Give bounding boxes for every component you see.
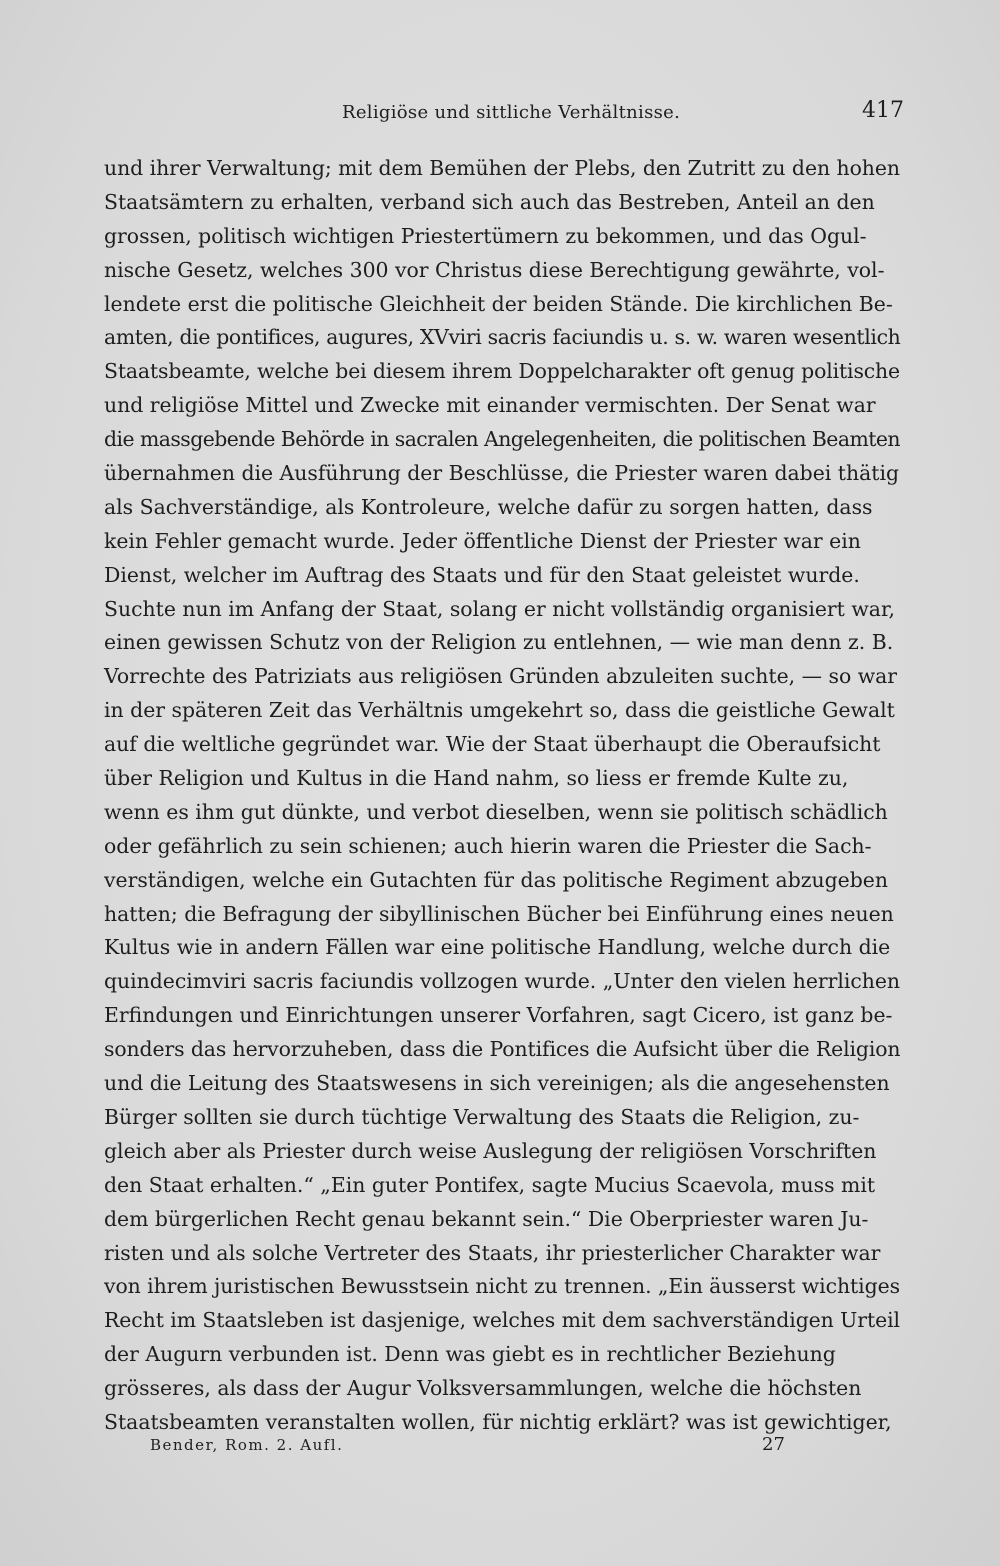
text-line: Suchte nun im Anfang der Staat, solang er nicht vollständig organisiert war,: [104, 596, 895, 621]
text-line: Recht im Staatsleben ist dasjenige, welches mit dem sachverständigen Urteil: [104, 1308, 900, 1333]
text-line: Dienst, welcher im Auftrag des Staats und für den Staat geleistet wurde.: [104, 562, 860, 587]
text-line: grösseres, als dass der Augur Volksversammlungen, welche die höchsten: [104, 1376, 862, 1401]
text-line: hatten; die Befragung der sibyllinischen Bücher bei Einführung eines neuen: [104, 901, 894, 926]
text-line: Staatsbeamten veranstalten wollen, für nichtig erklärt? was ist gewichtiger,: [104, 1409, 892, 1434]
printer-signature: Bender, Rom. 2. Aufl.: [150, 1436, 344, 1454]
text-line: in der späteren Zeit das Verhältnis umgekehrt so, dass die geistliche Gewalt: [104, 698, 895, 723]
body-text: [104, 152, 900, 1440]
text-line: der Augurn verbunden ist. Denn was giebt es in rechtlicher Beziehung: [104, 1342, 836, 1367]
text-line: Staatsbeamte, welche bei diesem ihrem Doppelcharakter oft genug politische: [104, 359, 900, 384]
page-number: 417: [862, 98, 904, 123]
text-line: oder gefährlich zu sein schienen; auch hierin waren die Priester die Sach-: [104, 833, 872, 858]
running-title: Religiöse und sittliche Verhältnisse.: [342, 102, 681, 123]
text-line: und die Leitung des Staatswesens in sich vereinigen; als die angesehensten: [104, 1071, 890, 1096]
text-line: die massgebende Behörde in sacralen Angelegenheiten, die politischen Beamten: [104, 427, 900, 452]
text-line: als Sachverständige, als Kontroleure, welche dafür zu sorgen hatten, dass: [104, 494, 873, 519]
text-line: Kultus wie in andern Fällen war eine politische Handlung, welche durch die: [104, 935, 891, 960]
text-line: wenn es ihm gut dünkte, und verbot dieselben, wenn sie politisch schädlich: [104, 799, 888, 824]
text-line: übernahmen die Ausführung der Beschlüsse, die Priester waren dabei thätig: [104, 461, 900, 486]
text-line: Vorrechte des Patriziats aus religiösen Gründen abzuleiten suchte, — so war: [104, 664, 898, 689]
text-line: Bürger sollten sie durch tüchtige Verwaltung des Staats die Religion, zu-: [104, 1104, 860, 1129]
text-line: über Religion und Kultus in die Hand nahm, so liess er fremde Kulte zu,: [104, 766, 849, 791]
text-line: gleich aber als Priester durch weise Auslegung der religiösen Vorschriften: [104, 1138, 877, 1163]
text-line: den Staat erhalten.“ „Ein guter Pontifex, sagte Mucius Scaevola, muss mit: [104, 1172, 876, 1197]
text-line: dem bürgerlichen Recht genau bekannt sein.“ Die Oberpriester waren Ju-: [104, 1206, 869, 1231]
text-line: amten, die pontifices, augures, XVviri sacris faciundis u. s. w. waren wesentlich: [104, 325, 901, 350]
sheet-number: 27: [762, 1434, 785, 1455]
text-line: kein Fehler gemacht wurde. Jeder öffentliche Dienst der Priester war ein: [104, 528, 861, 553]
text-line: einen gewissen Schutz von der Religion zu entlehnen, — wie man denn z. B.: [104, 630, 894, 655]
text-line: Staatsämtern zu erhalten, verband sich auch das Bestreben, Anteil an den: [104, 189, 875, 214]
text-line: risten und als solche Vertreter des Staats, ihr priesterlicher Charakter war: [104, 1240, 881, 1265]
text-line: auf die weltliche gegründet war. Wie der Staat überhaupt die Oberaufsicht: [104, 732, 881, 757]
text-line: verständigen, welche ein Gutachten für das politische Regiment abzugeben: [104, 867, 888, 892]
text-line: nische Gesetz, welches 300 vor Christus diese Berechtigung gewährte, vol-: [104, 257, 885, 282]
text-line: sonders das hervorzuheben, dass die Pontifices die Aufsicht über die Religion: [104, 1037, 901, 1062]
page-footer: [150, 1436, 790, 1464]
text-line: lendete erst die politische Gleichheit der beiden Stände. Die kirchlichen Be-: [104, 291, 893, 316]
page-header: [104, 96, 904, 132]
text-line: und religiöse Mittel und Zwecke mit einander vermischten. Der Senat war: [104, 393, 876, 418]
text-line: quindecimviri sacris faciundis vollzogen wurde. „Unter den vielen herrlichen: [104, 969, 900, 994]
text-line: von ihrem juristischen Bewusstsein nicht zu trennen. „Ein äusserst wichtiges: [104, 1274, 900, 1299]
text-line: und ihrer Verwaltung; mit dem Bemühen der Plebs, den Zutritt zu den hohen: [104, 156, 901, 180]
text-line: grossen, politisch wichtigen Priestertümern zu bekommen, und das Ogul-: [104, 223, 867, 248]
text-line: Erfindungen und Einrichtungen unserer Vorfahren, sagt Cicero, ist ganz be-: [104, 1003, 893, 1028]
